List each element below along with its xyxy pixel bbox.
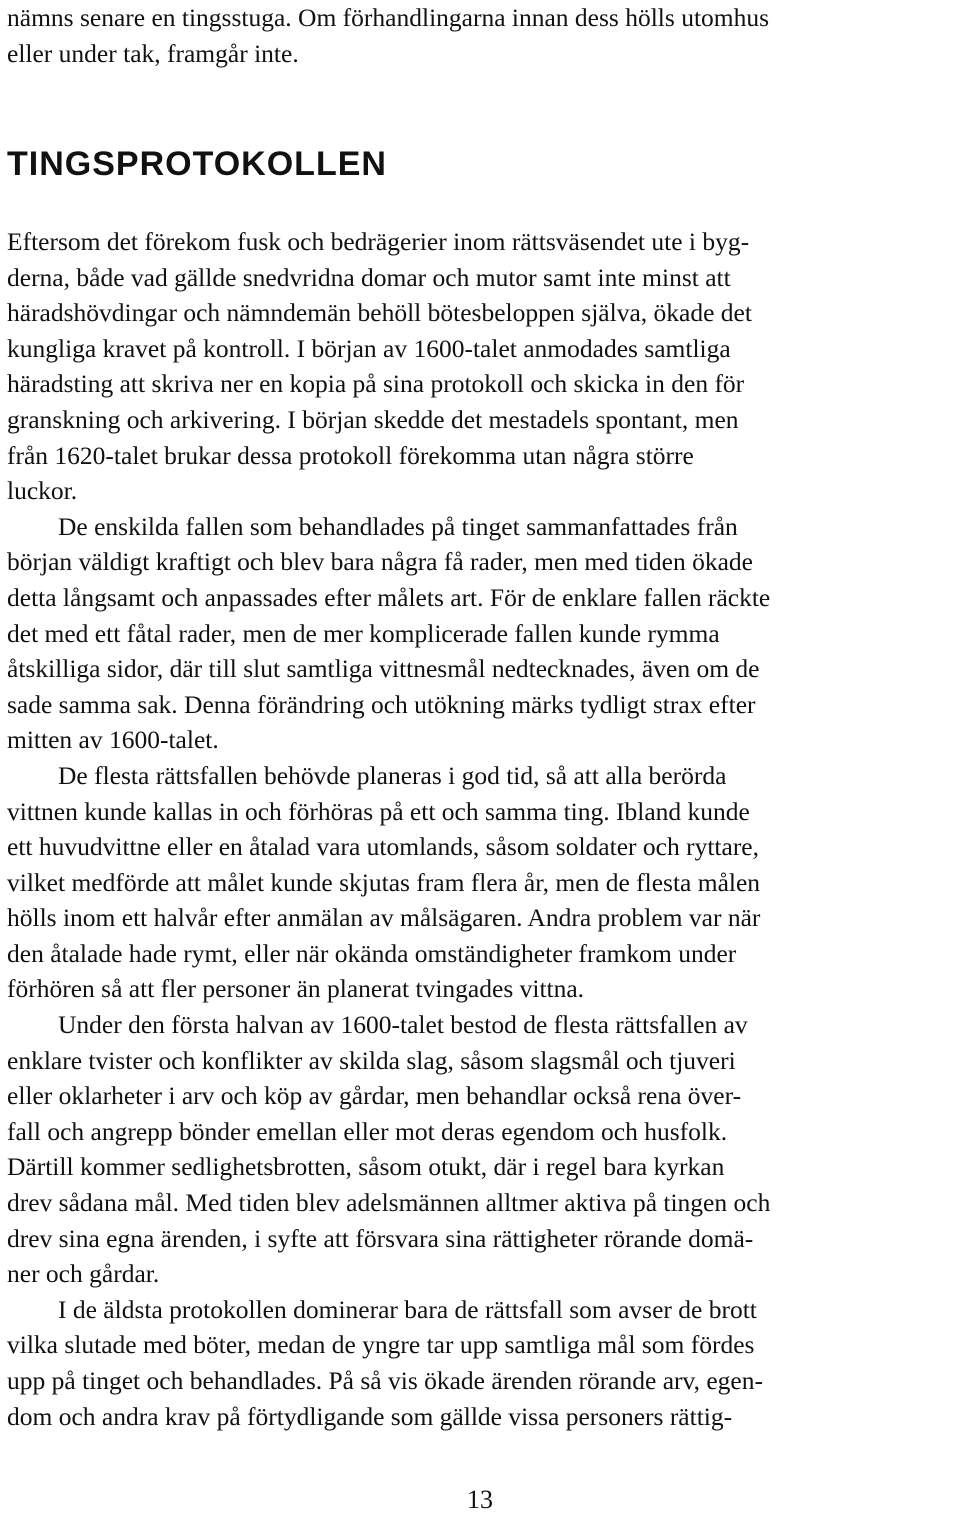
- text-line: mitten av 1600-talet.: [7, 725, 219, 755]
- text-line: kungliga kravet på kontroll. I början av 1600-talet anmodades samtliga: [7, 333, 731, 363]
- text-line: luckor.: [7, 476, 78, 506]
- paragraph-first-line: De flesta rättsfallen behövde planeras i god tid, så att alla berörda: [58, 760, 727, 790]
- text-line: förhören så att fler personer än planerat tvingades vittna.: [7, 974, 585, 1004]
- intro-paragraph: [7, 0, 769, 71]
- text-line: det med ett fåtal rader, men de mer komplicerade fallen kunde rymma: [7, 618, 720, 648]
- text-line: Eftersom det förekom fusk och bedrägerier inom rättsväsendet ute i byg-: [7, 227, 750, 256]
- text-line: eller oklarheter i arv och köp av gårdar, men behandlar också rena över-: [7, 1081, 742, 1111]
- text-line: sade samma sak. Denna förändring och utökning märks tydligt strax efter: [7, 689, 756, 719]
- text-line: vilket medförde att målet kunde skjutas fram flera år, men de flesta målen: [7, 867, 761, 897]
- text-line: upp på tinget och behandlades. På så vis ökade ärenden rörande arv, egen-: [7, 1366, 763, 1395]
- text-line: häradshövdingar och nämndemän behöll bötesbeloppen själva, ökade det: [7, 298, 752, 328]
- text-line: granskning och arkivering. I början skedde det mestadels spontant, men: [7, 404, 739, 434]
- body-text: [7, 224, 770, 1434]
- text-line: drev sina egna ärenden, i syfte att försvara sina rättigheter rörande domä-: [7, 1223, 754, 1253]
- text-line: början väldigt kraftigt och blev bara några få rader, men med tiden ökade: [7, 547, 753, 577]
- paragraph-first-line: Under den första halvan av 1600-talet bestod de flesta rättsfallen av: [58, 1010, 748, 1040]
- text-line: den åtalade hade rymt, eller när okända omständigheter framkom under: [7, 938, 737, 968]
- paragraph-first-line: De enskilda fallen som behandlades på tinget sammanfattades från: [58, 511, 738, 541]
- text-line: vilka slutade med böter, medan de yngre tar upp samtliga mål som fördes: [7, 1330, 755, 1360]
- text-line: nämns senare en tingsstuga. Om förhandlingarna innan dess hölls utomhus: [7, 3, 770, 32]
- text-line: häradsting att skriva ner en kopia på sina protokoll och skicka in den för: [7, 369, 745, 399]
- text-line: hölls inom ett halvår efter anmälan av målsägaren. Andra problem var när: [7, 903, 761, 933]
- text-line: dom och andra krav på förtydligande som gällde vissa personers rättig-: [7, 1401, 733, 1431]
- text-line: drev sådana mål. Med tiden blev adelsmännen alltmer aktiva på tingen och: [7, 1188, 771, 1218]
- section-heading: TINGSPROTOKOLLEN: [7, 145, 387, 183]
- text-line: enklare tvister och konflikter av skilda slag, såsom slagsmål och tjuveri: [7, 1045, 736, 1075]
- text-line: detta långsamt och anpassades efter målets art. För de enklare fallen räckte: [7, 582, 771, 612]
- text-line: Därtill kommer sedlighetsbrotten, såsom otukt, där i regel bara kyrkan: [7, 1152, 725, 1182]
- text-line: ett huvudvittne eller en åtalad vara utomlands, såsom soldater och ryttare,: [7, 832, 760, 862]
- text-line: derna, både vad gällde snedvridna domar och mutor samt inte minst att: [7, 262, 731, 292]
- text-line: från 1620-talet brukar dessa protokoll förekomma utan några större: [7, 440, 694, 470]
- text-line: ner och gårdar.: [7, 1259, 160, 1289]
- paragraph-first-line: I de äldsta protokollen dominerar bara de rättsfall som avser de brott: [58, 1294, 757, 1324]
- text-line: åtskilliga sidor, där till slut samtliga vittnesmål nedtecknades, även om de: [7, 654, 760, 684]
- text-line: fall och angrepp bönder emellan eller mot deras egendom och husfolk.: [7, 1116, 728, 1146]
- text-line: eller under tak, framgår inte.: [7, 38, 299, 68]
- page-number: 13: [467, 1485, 493, 1514]
- text-line: vittnen kunde kallas in och förhöras på ett och samma ting. Ibland kunde: [7, 796, 750, 826]
